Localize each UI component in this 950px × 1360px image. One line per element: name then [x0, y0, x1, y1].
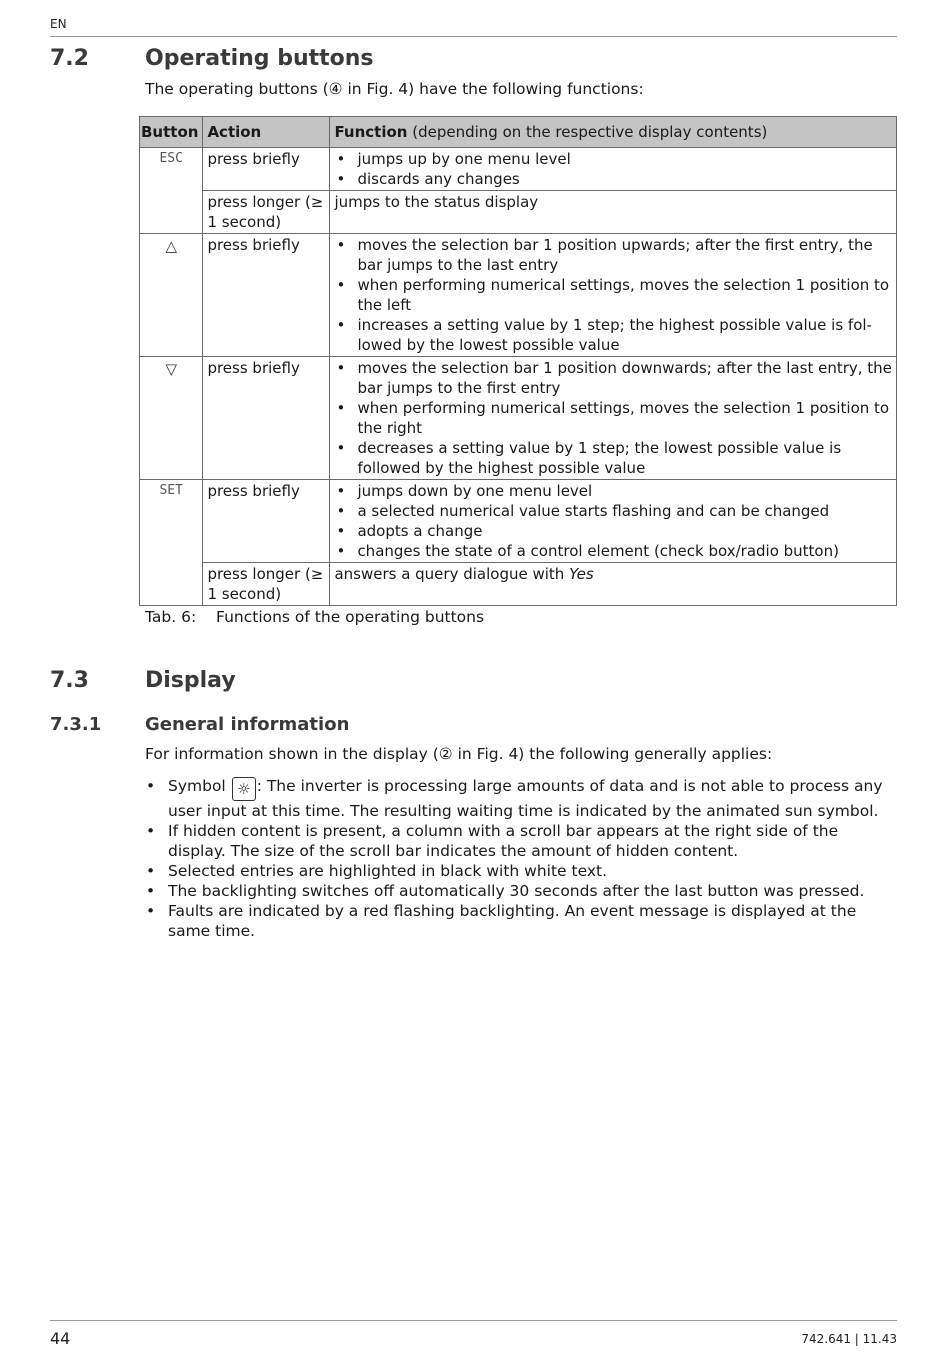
- list-item: [145, 776, 895, 821]
- function-cell: [330, 234, 897, 357]
- list-item: • Selected entries are highlighted in black with white text.: [145, 861, 895, 881]
- list-item: • discards any changes: [334, 169, 892, 189]
- function-cell: jumps to the status display: [330, 191, 897, 234]
- action-cell: press briefly: [203, 357, 330, 480]
- button-set: SET: [140, 480, 203, 606]
- list-item: • jumps down by one menu level: [334, 481, 892, 501]
- header-function: [330, 117, 897, 148]
- symbol-description: : The inverter is processing large amounts of data and is not able to process any user input at this time. The resulting waiting time is indicated by the animated sun symbol.: [168, 777, 883, 820]
- function-text-italic: Yes: [569, 565, 594, 583]
- section-title-display: Display: [145, 668, 236, 693]
- header-action: Action: [203, 117, 330, 148]
- section-title-operating-buttons: Operating buttons: [145, 46, 374, 71]
- table-caption-text: Functions of the operating buttons: [216, 608, 485, 626]
- action-cell: press longer (≥ 1 second): [203, 191, 330, 234]
- section-number-7-3-1: 7.3.1: [50, 714, 102, 735]
- list-item: • increases a setting value by 1 step; the highest possible value is fol-lowed by the lowest possible value: [334, 315, 892, 355]
- section-intro-general-information: For information shown in the display (② in Fig. 4) the following generally applies:: [145, 745, 773, 763]
- language-label: EN: [50, 17, 67, 31]
- section-number-7-2: 7.2: [50, 46, 89, 71]
- operating-buttons-table: [139, 116, 897, 606]
- symbol-word: Symbol: [168, 777, 226, 795]
- table-row: [140, 234, 897, 357]
- button-esc: ESC: [140, 148, 203, 234]
- action-cell: press longer (≥ 1 second): [203, 563, 330, 606]
- list-item: • If hidden content is present, a column with a scroll bar appears at the right side of the display. The size of the scroll bar indicates the amount of hidden content.: [145, 821, 895, 861]
- list-item: • Faults are indicated by a red flashing backlighting. An event message is displayed at the same time.: [145, 901, 895, 941]
- table-row: [140, 191, 897, 234]
- function-cell: [330, 563, 897, 606]
- sun-icon: ☼: [232, 777, 256, 801]
- document-id: 742.641 | 11.43: [801, 1332, 897, 1346]
- section-title-general-information: General information: [145, 714, 350, 735]
- list-item: • moves the selection bar 1 position downwards; after the last entry, the bar jumps to the first entry: [334, 358, 892, 398]
- list-item: • when performing numerical settings, moves the selection 1 position to the left: [334, 275, 892, 315]
- list-item: • changes the state of a control element (check box/radio button): [334, 541, 892, 561]
- header-rule: [50, 36, 897, 37]
- function-cell: [330, 148, 897, 191]
- list-item: • The backlighting switches off automatically 30 seconds after the last button was pressed.: [145, 881, 895, 901]
- header-function-bold: Function: [334, 123, 408, 141]
- function-text: answers a query dialogue with: [334, 565, 570, 583]
- list-item: • adopts a change: [334, 521, 892, 541]
- button-up-triangle-icon: △: [140, 234, 203, 357]
- table-caption-label: Tab. 6:: [145, 608, 197, 626]
- action-cell: press briefly: [203, 148, 330, 191]
- section-number-7-3: 7.3: [50, 668, 89, 693]
- list-item: • jumps up by one menu level: [334, 149, 892, 169]
- table-row: [140, 357, 897, 480]
- button-down-triangle-icon: ▽: [140, 357, 203, 480]
- list-item: • a selected numerical value starts flashing and can be changed: [334, 501, 892, 521]
- list-item: • moves the selection bar 1 position upwards; after the first entry, the bar jumps to the last entry: [334, 235, 892, 275]
- footer-rule: [50, 1320, 897, 1321]
- table-row: [140, 563, 897, 606]
- action-cell: press briefly: [203, 234, 330, 357]
- table-header-row: [140, 117, 897, 148]
- table-row: [140, 148, 897, 191]
- header-function-rest: (depending on the respective display contents): [407, 123, 768, 141]
- function-cell: [330, 480, 897, 563]
- section-intro-operating-buttons: The operating buttons (④ in Fig. 4) have the following functions:: [145, 80, 644, 98]
- header-button: Button: [140, 117, 203, 148]
- action-cell: press briefly: [203, 480, 330, 563]
- function-cell: [330, 357, 897, 480]
- list-item: • decreases a setting value by 1 step; the lowest possible value is followed by the highest possible value: [334, 438, 892, 478]
- page-number: 44: [50, 1329, 71, 1348]
- general-information-list: [145, 776, 895, 941]
- list-item: • when performing numerical settings, moves the selection 1 position to the right: [334, 398, 892, 438]
- table-row: [140, 480, 897, 563]
